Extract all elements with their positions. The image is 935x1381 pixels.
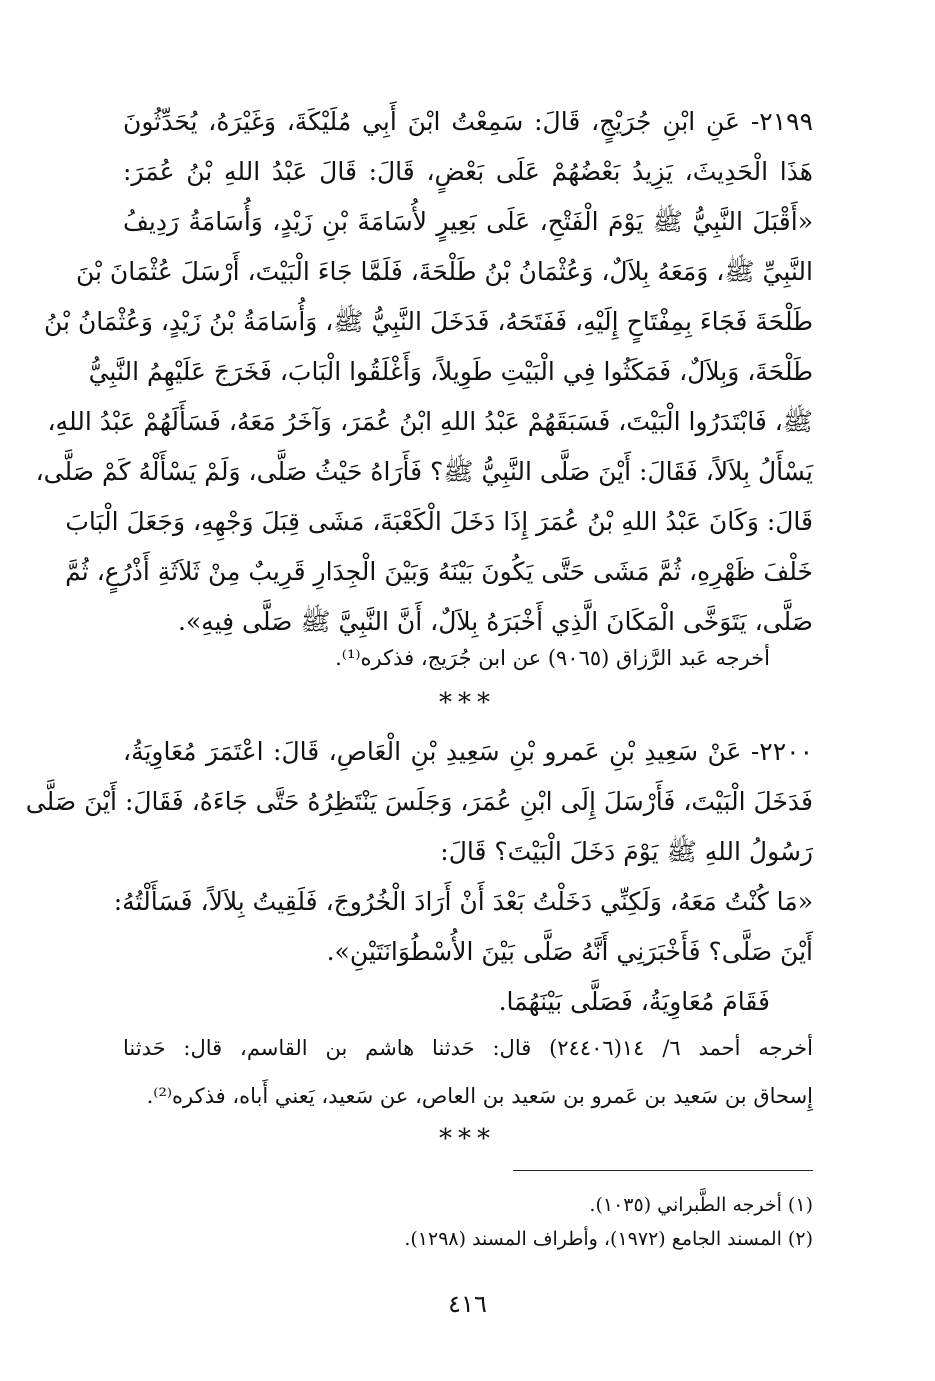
hadith-2199-line-3: «أَقْبَلَ النَّبِيُّ ﷺ يَوْمَ الْفَتْحِ، عَلَى بَعِيرٍ لأُسَامَةَ بْنِ زَيْدٍ، وَأُسَامَةُ رَدِيفُ xyxy=(123,207,813,236)
hadith-2199-line-11: صَلَّى، يَتَوَخَّى الْمَكَانَ الَّذِي أَخْبَرَهُ بِلاَلٌ، أَنَّ النَّبِيَّ ﷺ صَلَّى فِيهِ». xyxy=(177,607,813,636)
footnote-divider xyxy=(513,1170,813,1171)
hadith-2199-line-8: يَسْأَلُ بِلاَلاً، فَقَالَ: أَيْنَ صَلَّى النَّبِيُّ ﷺ؟ فَأَرَاهُ حَيْثُ صَلَّى، وَلَمْ يَسْأَلْهُ كَمْ صَلَّى، xyxy=(35,457,813,486)
hadith-2200-line-5: أَيْنَ صَلَّى؟ فَأَخْبَرَنِي أَنَّهُ صَلَّى بَيْنَ الأُسْطُوَانَتَيْنِ». xyxy=(326,937,813,966)
hadith-2199-line-6: طَلْحَةَ، وَبِلاَلٌ، فَمَكَثُوا فِي الْبَيْتِ طَوِيلاً، وَأَغْلَقُوا الْبَابَ، فَخَرَجَ عَلَيْهِمُ النَّبِيُّ xyxy=(88,357,813,386)
footnote-2: (٢) المسند الجامع (١٩٧٢)، وأطراف المسند (١٢٩٨). xyxy=(404,1228,813,1250)
hadith-2200-line-4: «مَا كُنْتُ مَعَهُ، وَلَكِنِّي دَخَلْتُ بَعْدَ أَنْ أَرَادَ الْخُرُوجَ، فَلَقِيتُ بِلاَلاً، فَسَأَلْتُهُ: xyxy=(113,887,813,916)
hadith-2200-line-3: رَسُولُ اللهِ ﷺ يَوْمَ دَخَلَ الْبَيْتَ؟ قَالَ: xyxy=(440,837,813,866)
hadith-2199-line-4: النَّبِيِّ ﷺ، وَمَعَهُ بِلاَلٌ، وَعُثْمَانُ بْنُ طَلْحَةَ، فَلَمَّا جَاءَ الْبَيْتَ، أَرْسَلَ عُثْمَانَ بْنَ xyxy=(75,257,813,286)
section-separator: *** xyxy=(439,688,496,718)
hadith-2199-line-7: ﷺ، فَابْتَدَرُوا الْبَيْتَ، فَسَبَقَهُمْ عَبْدُ اللهِ ابْنُ عُمَرَ، وَآخَرُ مَعَهُ، فَسَأَلَهُمْ عَبْدُ اللهِ، xyxy=(47,407,813,436)
hadith-2200-line-6: فَقَامَ مُعَاوِيَةُ، فَصَلَّى بَيْنَهُمَا. xyxy=(498,987,770,1016)
hadith-2199-line-1: ٢١٩٩- عَنِ ابْنِ جُرَيْجٍ، قَالَ: سَمِعْتُ ابْنَ أَبِي مُلَيْكَةَ، وَغَيْرَهُ، يُحَدِّثُونَ xyxy=(123,107,813,136)
section-separator: *** xyxy=(439,1124,496,1154)
hadith-2199-line-2: هَذَا الْحَدِيثَ، يَزِيدُ بَعْضُهُمْ عَلَى بَعْضٍ، قَالَ: قَالَ عَبْدُ اللهِ بْنُ عُمَرَ: xyxy=(123,157,813,186)
hadith-2200-line-2: فَدَخَلَ الْبَيْتَ، فَأَرْسَلَ إِلَى ابْنِ عُمَرَ، وَجَلَسَ يَنْتَظِرُهُ حَتَّى جَاءَهُ، فَقَالَ: أَيْنَ صَلَّى xyxy=(25,787,813,816)
hadith-2199-line-5: طَلْحَةَ فَجَاءَ بِمِفْتَاحٍ إِلَيْهِ، فَفَتَحَهُ، فَدَخَلَ النَّبِيُّ ﷺ، وَأُسَامَةُ بْنُ زَيْدٍ، وَعُثْمَانُ بْنُ xyxy=(44,307,813,336)
hadith-2200-source-line-1: أخرجه أحمد ٦/ ١٤(٢٤٤٠٦) قال: حَدثنا هاشم بن القاسم، قال: حَدثنا xyxy=(123,1036,813,1060)
footnote-1: (١) أخرجه الطَّبراني (١٠٣٥). xyxy=(589,1194,813,1216)
hadith-2200-source-line-2: إِسحاق بن سَعيد بن عَمرو بن سَعيد بن العاص، عن سَعيد، يَعني أَباه، فذكره⁽²⁾. xyxy=(146,1084,813,1108)
hadith-2199-source: أخرجه عَبد الرَّزاق (٩٠٦٥) عن ابن جُرَيج، فذكره⁽¹⁾. xyxy=(335,646,770,670)
hadith-2199-line-9: قَالَ: وَكَانَ عَبْدُ اللهِ بْنُ عُمَرَ إِذَا دَخَلَ الْكَعْبَةَ، مَشَى قِبَلَ وَجْهِهِ، وَجَعَلَ الْبَابَ xyxy=(65,507,813,536)
hadith-2200-line-1: ٢٢٠٠- عَنْ سَعِيدِ بْنِ عَمرو بْنِ سَعِيدِ بْنِ الْعَاصِ، قَالَ: اعْتَمَرَ مُعَاوِيَةُ، xyxy=(123,737,813,766)
hadith-2199-line-10: خَلْفَ ظَهْرِهِ، ثُمَّ مَشَى حَتَّى يَكُونَ بَيْنَهُ وَبَيْنَ الْجِدَارِ قَرِيبٌ مِنْ ثَلاَثَةِ أَذْرُعٍ، ثُمَّ xyxy=(65,557,813,586)
page-number: ٤١٦ xyxy=(448,1290,487,1318)
